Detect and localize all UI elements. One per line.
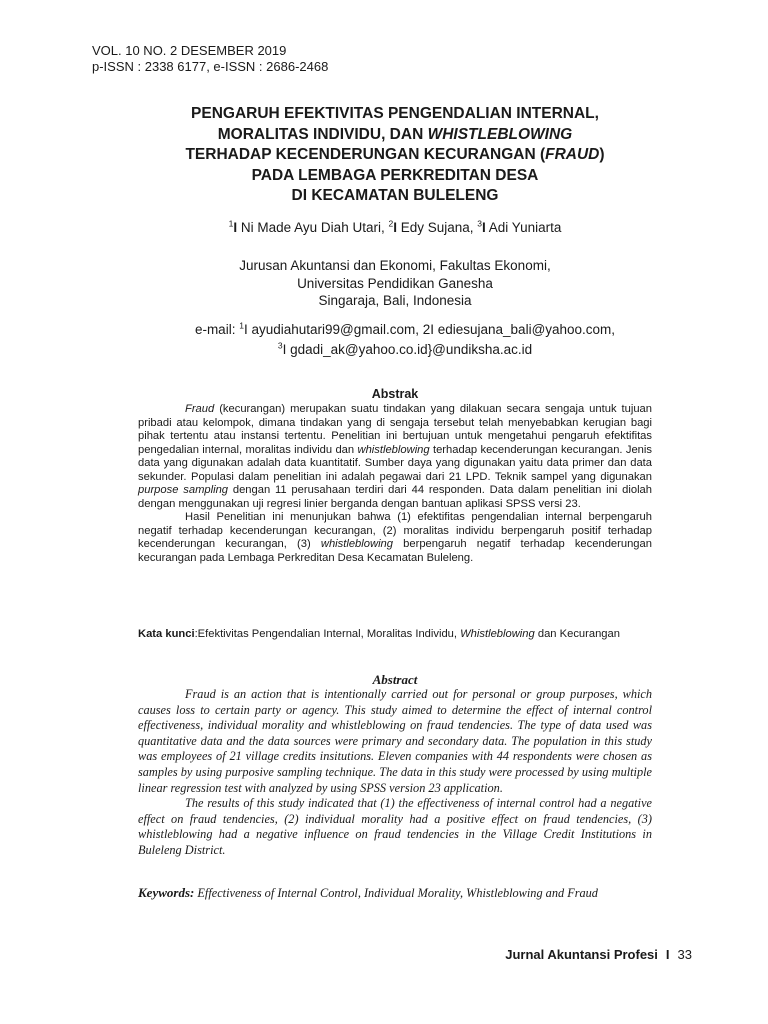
footer-separator: I: [665, 947, 670, 962]
volume-line: VOL. 10 NO. 2 DESEMBER 2019: [92, 43, 287, 58]
author-3: Adi Yuniarta: [485, 220, 562, 235]
title-line-5: DI KECAMATAN BULELENG: [291, 187, 499, 204]
page-footer: [505, 947, 692, 962]
title-line-2: MORALITAS INDIVIDU, DAN WHISTLEBLOWING: [217, 125, 573, 143]
abstract-body: [138, 687, 652, 859]
title-line-1: PENGARUH EFEKTIVITAS PENGENDALIAN INTERNAL,: [191, 105, 599, 122]
kata-kunci: Kata kunci:Efektivitas Pengendalian Internal, Moralitas Individu, Whistleblowing dan Kecurangan: [138, 628, 620, 640]
abstract-heading: Abstract: [372, 672, 418, 687]
affiliation: Jurusan Akuntansi dan Ekonomi, Fakultas Ekonomi, Universitas Pendidikan Ganesha Singaraja, Bali, Indonesia: [239, 258, 551, 308]
abstract-paragraph-2: The results of this study indicated that (1) the effectiveness of internal control had a negative effect on fraud tendencies, (2) individual morality had a positive effect on fraud tendencies, (3) whistleblowing had a negative influence on fraud tendencies in the Village Credit Institutions in Buleleng District.: [138, 796, 652, 857]
title-line-3: TERHADAP KECENDERUNGAN KECURANGAN (FRAUD): [185, 146, 605, 163]
keywords-label: Keywords:: [138, 885, 195, 900]
email-line-2: $^3$I gdadi_ak@yahoo.co.id}@undiksha.ac.id: [277, 340, 533, 357]
abstrak-heading: Abstrak: [371, 387, 419, 401]
abstrak-body: [138, 403, 652, 565]
page-number: 33: [677, 947, 692, 962]
author-1: Ni Made Ayu Diah Utari,: [237, 220, 389, 235]
email-line-1: e-mail: $^1$I ayudiahutari99@gmail.com, 2I ediesujana_bali@yahoo.com,: [194, 320, 616, 337]
author-2: Edy Sujana,: [396, 220, 478, 235]
issn-line: p-ISSN : 2338 6177, e-ISSN : 2686-2468: [92, 59, 329, 74]
paper-title: [100, 104, 690, 207]
email-block: [100, 320, 710, 360]
abstrak-paragraph-2: Hasil Penelitian ini menunjukan bahwa (1) efektifitas pengendalian internal berpengaruh negatif terhadap kecenderungan kecurangan, (2) moralitas individu berpengaruh positif terhadap kecenderungan kecurangan, (3) whistleblowing berpengaruh negatif terhadap kecenderungan kecurangan pada Lembaga Perkreditan Desa Kecamatan Buleleng.: [138, 511, 652, 564]
journal-header: [92, 43, 328, 75]
journal-name: Jurnal Akuntansi Profesi: [505, 947, 658, 962]
author-list: $^1$I Ni Made Ayu Diah Utari, $^2$I Edy Sujana, $^3$I Adi Yuniarta: [228, 218, 562, 235]
kata-kunci-label: Kata kunci: [138, 628, 195, 640]
abstract-paragraph-1: Fraud is an action that is intentionally carried out for personal or group purposes, which causes loss to certain party or agency. This study aimed to determine the effect of internal control effectiveness, individual morality and whistleblowing on fraud tendencies. The type of data used was quantitative data and the data sources were primary and secondary data. The population in this study was employees of 21 village credits insitutions. Eleven companies with 44 respondents were chosen as samples by using purposive sampling technique. The data in this study were processed by using multiple linear regression test with analyzed by using SPSS version 23 application.: [138, 687, 652, 795]
keywords: Keywords: Effectiveness of Internal Control, Individual Morality, Whistleblowing and Fraud: [138, 885, 598, 900]
title-line-4: PADA LEMBAGA PERKREDITAN DESA: [251, 166, 539, 184]
abstrak-paragraph-1: Fraud (kecurangan) merupakan suatu tindakan yang dilakuan secara sengaja untuk tujuan pribadi atau kelompok, dimana tindakan yang di sengaja tersebut telah menyebabkan kerugian bagi pihak tertentu atau instansi tertentu. Penelitian ini bertujuan untuk mengetahui pengaruh efektifitas pengedalian internal, moralitas individu dan whistleblowing terhadap kecenderungan kecurangan. Jenis data yang digunakan adalah data kuantitatif. Sumber daya yang digunakan yaitu data primer dan data sekunder. Populasi dalam penelitian ini adalah pegawai dari 21 LPD. Teknik sampel yang digunakan purpose sampling dengan 11 perusahaan terdiri dari 44 responden. Data dalam penelitian ini diolah dengan menggunakan uji regresi linier berganda dengan bantuan aplikasi SPSS versi 23.: [138, 403, 652, 510]
